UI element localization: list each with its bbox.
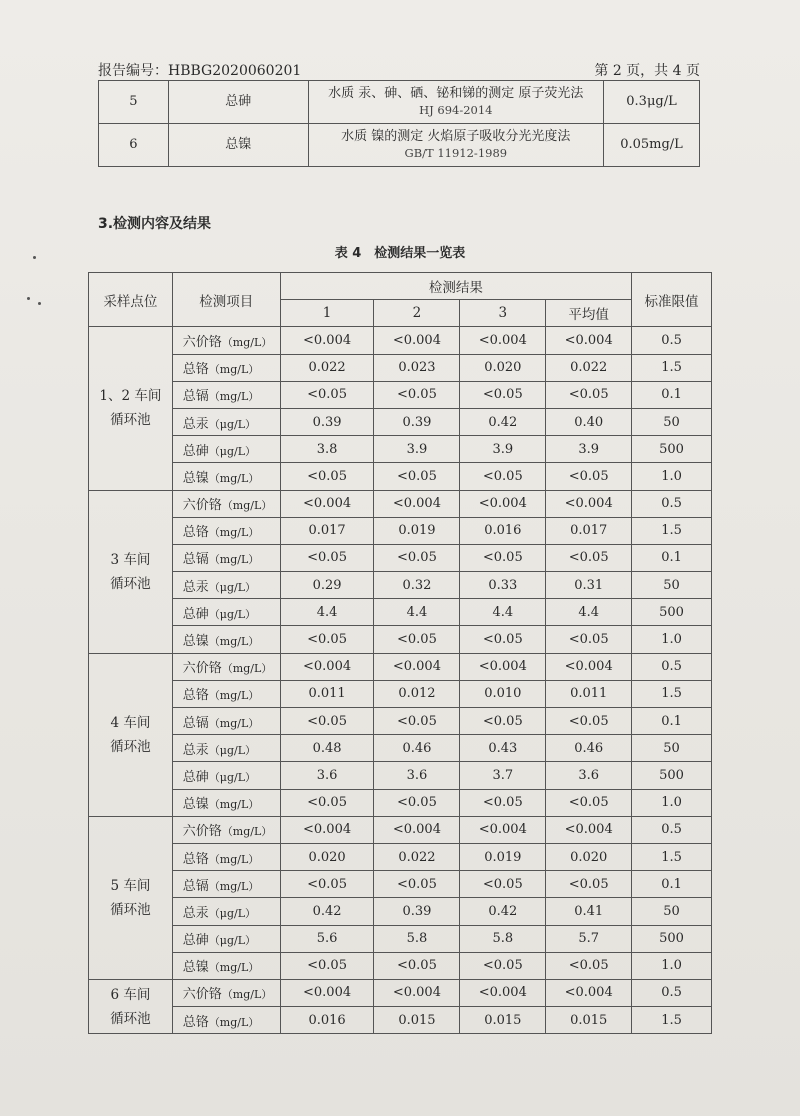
result-3: <0.004: [460, 653, 546, 680]
method-item: 总镍: [168, 124, 308, 167]
item-name: 总铬: [182, 1014, 209, 1030]
item-name: 总镍: [182, 797, 209, 813]
result-average: 3.6: [546, 762, 632, 789]
item-name: 总镉: [182, 389, 209, 405]
method-row: [99, 81, 700, 124]
method-no: 5: [99, 81, 169, 124]
standard-limit: 0.5: [632, 653, 712, 680]
report-number: 报告编号：HBBG2020060201: [98, 63, 302, 79]
table-row: [89, 517, 712, 544]
result-2: 0.019: [374, 517, 460, 544]
results-table: [88, 272, 712, 1034]
table-row: [89, 572, 712, 599]
item-unit: （mg/L）: [208, 852, 260, 866]
result-average: 0.017: [546, 517, 632, 544]
result-average: <0.004: [546, 653, 632, 680]
test-item: [172, 381, 280, 408]
table-row: [89, 381, 712, 408]
result-2: 3.6: [374, 762, 460, 789]
result-average: <0.05: [546, 789, 632, 816]
table-row: [89, 735, 712, 762]
table-row: [89, 979, 712, 1006]
test-item: [172, 1007, 280, 1034]
table-row: [89, 544, 712, 571]
item-name: 总铬: [182, 362, 209, 378]
result-2: <0.05: [374, 789, 460, 816]
item-unit: （mg/L）: [221, 335, 273, 349]
table-row: [89, 843, 712, 870]
test-item: [172, 599, 280, 626]
method-detection-limit: 0.05mg/L: [604, 124, 700, 167]
scan-speck: [38, 302, 41, 305]
site-line: 循环池: [110, 1010, 151, 1027]
result-1: 3.8: [280, 436, 374, 463]
test-item: [172, 517, 280, 544]
method-standard: HJ 694-2014: [419, 103, 493, 117]
result-1: <0.05: [280, 952, 374, 979]
result-2: <0.05: [374, 626, 460, 653]
result-3: 3.9: [460, 436, 546, 463]
item-unit: （mg/L）: [208, 471, 260, 485]
test-item: [172, 925, 280, 952]
test-item: [172, 708, 280, 735]
table-row: [89, 653, 712, 680]
result-1: 0.29: [280, 572, 374, 599]
result-average: <0.004: [546, 979, 632, 1006]
table-row: [89, 599, 712, 626]
item-name: 总砷: [182, 443, 209, 459]
result-1: 4.4: [280, 599, 374, 626]
result-3: <0.05: [460, 708, 546, 735]
standard-limit: 500: [632, 925, 712, 952]
test-item: [172, 762, 280, 789]
result-average: <0.004: [546, 490, 632, 517]
result-1: <0.05: [280, 871, 374, 898]
test-item: [172, 871, 280, 898]
standard-limit: 500: [632, 599, 712, 626]
result-average: <0.05: [546, 952, 632, 979]
item-name: 六价铬: [182, 334, 222, 350]
result-2: 0.39: [374, 408, 460, 435]
result-3: <0.05: [460, 544, 546, 571]
result-average: 3.9: [546, 436, 632, 463]
result-3: <0.05: [460, 789, 546, 816]
standard-limit: 50: [632, 408, 712, 435]
header-limit: 标准限值: [632, 273, 712, 327]
method-no: 6: [99, 124, 169, 167]
test-item: [172, 436, 280, 463]
result-3: 0.33: [460, 572, 546, 599]
result-3: <0.004: [460, 490, 546, 517]
item-name: 总铬: [182, 525, 209, 541]
result-3: <0.05: [460, 871, 546, 898]
item-name: 总镉: [182, 715, 209, 731]
standard-limit: 0.5: [632, 490, 712, 517]
table-row: [89, 925, 712, 952]
result-average: 5.7: [546, 925, 632, 952]
item-unit: （mg/L）: [221, 662, 273, 676]
method-detection-limit: 0.3μg/L: [604, 81, 700, 124]
test-item: [172, 952, 280, 979]
table-row: [89, 871, 712, 898]
standard-limit: 0.5: [632, 979, 712, 1006]
test-item: [172, 816, 280, 843]
method-row: [99, 124, 700, 167]
sampling-site: [89, 653, 173, 816]
method-description: [308, 81, 603, 124]
result-3: 0.020: [460, 354, 546, 381]
item-unit: （μg/L）: [208, 770, 257, 784]
result-2: 0.022: [374, 843, 460, 870]
item-name: 总镉: [182, 552, 209, 568]
item-unit: （μg/L）: [208, 444, 257, 458]
result-average: 0.31: [546, 572, 632, 599]
standard-limit: 0.1: [632, 871, 712, 898]
result-2: 5.8: [374, 925, 460, 952]
result-average: <0.05: [546, 626, 632, 653]
result-2: 3.9: [374, 436, 460, 463]
result-1: <0.05: [280, 381, 374, 408]
method-item: 总砷: [168, 81, 308, 124]
result-1: <0.05: [280, 626, 374, 653]
scan-speck: [33, 256, 36, 259]
result-1: <0.004: [280, 327, 374, 354]
result-1: 3.6: [280, 762, 374, 789]
table-row: [89, 898, 712, 925]
table-row: [89, 626, 712, 653]
item-name: 六价铬: [182, 498, 222, 514]
result-3: <0.05: [460, 952, 546, 979]
result-1: <0.004: [280, 816, 374, 843]
test-item: [172, 463, 280, 490]
method-name: 水质 汞、砷、硒、铋和锑的测定 原子荧光法: [328, 86, 584, 101]
result-average: <0.004: [546, 327, 632, 354]
result-3: 0.42: [460, 408, 546, 435]
result-3: <0.05: [460, 381, 546, 408]
item-name: 总镍: [182, 960, 209, 976]
result-3: <0.004: [460, 816, 546, 843]
result-1: <0.05: [280, 544, 374, 571]
result-2: 0.32: [374, 572, 460, 599]
result-average: <0.05: [546, 708, 632, 735]
item-unit: （mg/L）: [208, 689, 260, 703]
test-item: [172, 490, 280, 517]
item-unit: （mg/L）: [221, 499, 273, 513]
result-3: 0.010: [460, 680, 546, 707]
result-3: 4.4: [460, 599, 546, 626]
standard-limit: 50: [632, 735, 712, 762]
test-item: [172, 626, 280, 653]
item-unit: （mg/L）: [208, 798, 260, 812]
table-row: [89, 327, 712, 354]
standard-limit: 0.1: [632, 708, 712, 735]
test-item: [172, 408, 280, 435]
result-3: 0.015: [460, 1007, 546, 1034]
result-1: 0.48: [280, 735, 374, 762]
item-unit: （μg/L）: [208, 906, 257, 920]
result-2: <0.05: [374, 952, 460, 979]
item-name: 总镉: [182, 878, 209, 894]
standard-limit: 1.0: [632, 626, 712, 653]
result-average: 0.011: [546, 680, 632, 707]
method-table: [98, 80, 700, 167]
result-3: 0.016: [460, 517, 546, 544]
page-indicator: 第 2 页，共 4 页: [594, 63, 700, 79]
standard-limit: 50: [632, 572, 712, 599]
standard-limit: 500: [632, 436, 712, 463]
result-2: <0.05: [374, 463, 460, 490]
item-unit: （mg/L）: [208, 390, 260, 404]
item-name: 总砷: [182, 769, 209, 785]
table-row: [89, 680, 712, 707]
standard-limit: 1.0: [632, 789, 712, 816]
test-item: [172, 327, 280, 354]
item-name: 总汞: [182, 579, 209, 595]
item-name: 总镍: [182, 470, 209, 486]
test-item: [172, 843, 280, 870]
result-average: 0.022: [546, 354, 632, 381]
sampling-site: [89, 327, 173, 490]
item-name: 总铬: [182, 851, 209, 867]
site-line: 循环池: [110, 412, 151, 429]
site-line: 3 车间: [110, 551, 151, 568]
standard-limit: 50: [632, 898, 712, 925]
result-2: <0.004: [374, 327, 460, 354]
item-unit: （mg/L）: [208, 1015, 260, 1029]
header-avg: 平均值: [546, 300, 632, 327]
test-item: [172, 544, 280, 571]
result-1: <0.004: [280, 653, 374, 680]
table-row: [89, 408, 712, 435]
standard-limit: 0.5: [632, 327, 712, 354]
result-average: <0.004: [546, 816, 632, 843]
result-1: 5.6: [280, 925, 374, 952]
result-1: 0.39: [280, 408, 374, 435]
item-name: 总镍: [182, 634, 209, 650]
standard-limit: 0.1: [632, 544, 712, 571]
result-2: <0.004: [374, 979, 460, 1006]
test-item: [172, 789, 280, 816]
test-item: [172, 354, 280, 381]
header-r3: 3: [460, 300, 546, 327]
header-result: 检测结果: [280, 273, 631, 300]
item-name: 总铬: [182, 688, 209, 704]
item-unit: （mg/L）: [208, 553, 260, 567]
test-item: [172, 979, 280, 1006]
item-unit: （μg/L）: [208, 607, 257, 621]
result-2: <0.05: [374, 544, 460, 571]
table-row: [89, 1007, 712, 1034]
header-site: 采样点位: [89, 273, 173, 327]
result-1: <0.004: [280, 490, 374, 517]
result-average: 0.41: [546, 898, 632, 925]
result-3: <0.05: [460, 626, 546, 653]
site-line: 循环池: [110, 738, 151, 755]
item-unit: （mg/L）: [208, 716, 260, 730]
result-average: 0.015: [546, 1007, 632, 1034]
item-name: 六价铬: [182, 824, 222, 840]
test-item: [172, 572, 280, 599]
scan-speck: [27, 297, 30, 300]
item-name: 总砷: [182, 933, 209, 949]
result-3: 0.42: [460, 898, 546, 925]
result-2: 0.023: [374, 354, 460, 381]
table-row: [89, 952, 712, 979]
item-unit: （μg/L）: [208, 934, 257, 948]
result-average: <0.05: [546, 463, 632, 490]
result-2: <0.004: [374, 653, 460, 680]
result-1: 0.020: [280, 843, 374, 870]
result-2: 0.46: [374, 735, 460, 762]
site-line: 1、2 车间: [99, 388, 162, 405]
result-3: 0.019: [460, 843, 546, 870]
table-row: [89, 762, 712, 789]
table-caption: 表 4 检测结果一览表: [334, 246, 466, 261]
result-1: <0.05: [280, 463, 374, 490]
standard-limit: 0.1: [632, 381, 712, 408]
result-1: 0.42: [280, 898, 374, 925]
item-name: 六价铬: [182, 661, 222, 677]
site-line: 循环池: [110, 575, 151, 592]
standard-limit: 1.5: [632, 1007, 712, 1034]
site-line: 5 车间: [110, 877, 151, 894]
item-unit: （mg/L）: [208, 635, 260, 649]
header-item: 检测项目: [172, 273, 280, 327]
header-r2: 2: [374, 300, 460, 327]
test-item: [172, 653, 280, 680]
site-line: 6 车间: [110, 986, 151, 1003]
result-1: 0.017: [280, 517, 374, 544]
result-3: <0.004: [460, 979, 546, 1006]
standard-limit: 500: [632, 762, 712, 789]
item-unit: （μg/L）: [208, 417, 257, 431]
item-unit: （μg/L）: [208, 580, 257, 594]
section-title: 3.检测内容及结果: [98, 216, 212, 232]
result-2: <0.05: [374, 708, 460, 735]
table-row: [89, 789, 712, 816]
standard-limit: 1.0: [632, 463, 712, 490]
result-1: <0.004: [280, 979, 374, 1006]
result-average: <0.05: [546, 871, 632, 898]
result-1: 0.011: [280, 680, 374, 707]
result-2: 0.015: [374, 1007, 460, 1034]
result-1: 0.016: [280, 1007, 374, 1034]
item-name: 总汞: [182, 416, 209, 432]
test-item: [172, 898, 280, 925]
item-unit: （μg/L）: [208, 743, 257, 757]
standard-limit: 1.5: [632, 843, 712, 870]
item-unit: （mg/L）: [208, 961, 260, 975]
item-name: 总汞: [182, 742, 209, 758]
result-3: 5.8: [460, 925, 546, 952]
result-3: <0.004: [460, 327, 546, 354]
result-1: <0.05: [280, 708, 374, 735]
sampling-site: [89, 490, 173, 653]
result-2: 0.39: [374, 898, 460, 925]
standard-limit: 1.5: [632, 517, 712, 544]
result-2: 4.4: [374, 599, 460, 626]
table-row: [89, 490, 712, 517]
result-average: 0.40: [546, 408, 632, 435]
header-r1: 1: [280, 300, 374, 327]
result-2: <0.05: [374, 381, 460, 408]
result-2: 0.012: [374, 680, 460, 707]
result-3: <0.05: [460, 463, 546, 490]
result-average: 0.46: [546, 735, 632, 762]
result-2: <0.004: [374, 816, 460, 843]
standard-limit: 1.5: [632, 680, 712, 707]
standard-limit: 1.0: [632, 952, 712, 979]
method-standard: GB/T 11912-1989: [404, 146, 508, 160]
test-item: [172, 680, 280, 707]
item-unit: （mg/L）: [221, 825, 273, 839]
item-name: 六价铬: [182, 987, 222, 1003]
result-average: 0.020: [546, 843, 632, 870]
item-name: 总汞: [182, 905, 209, 921]
standard-limit: 0.5: [632, 816, 712, 843]
method-name: 水质 镍的测定 火焰原子吸收分光光度法: [341, 129, 571, 144]
site-line: 循环池: [110, 901, 151, 918]
item-unit: （mg/L）: [208, 363, 260, 377]
result-1: 0.022: [280, 354, 374, 381]
item-unit: （mg/L）: [221, 988, 273, 1002]
site-line: 4 车间: [110, 714, 151, 731]
item-unit: （mg/L）: [208, 526, 260, 540]
table-row: [89, 816, 712, 843]
table-row: [89, 436, 712, 463]
result-average: <0.05: [546, 544, 632, 571]
result-3: 3.7: [460, 762, 546, 789]
result-average: <0.05: [546, 381, 632, 408]
table-row: [89, 463, 712, 490]
result-average: 4.4: [546, 599, 632, 626]
result-2: <0.05: [374, 871, 460, 898]
item-name: 总砷: [182, 606, 209, 622]
sampling-site: [89, 816, 173, 979]
result-3: 0.43: [460, 735, 546, 762]
table-row: [89, 354, 712, 381]
sampling-site: [89, 979, 173, 1033]
result-2: <0.004: [374, 490, 460, 517]
test-item: [172, 735, 280, 762]
method-description: [308, 124, 603, 167]
item-unit: （mg/L）: [208, 879, 260, 893]
table-row: [89, 708, 712, 735]
result-1: <0.05: [280, 789, 374, 816]
standard-limit: 1.5: [632, 354, 712, 381]
